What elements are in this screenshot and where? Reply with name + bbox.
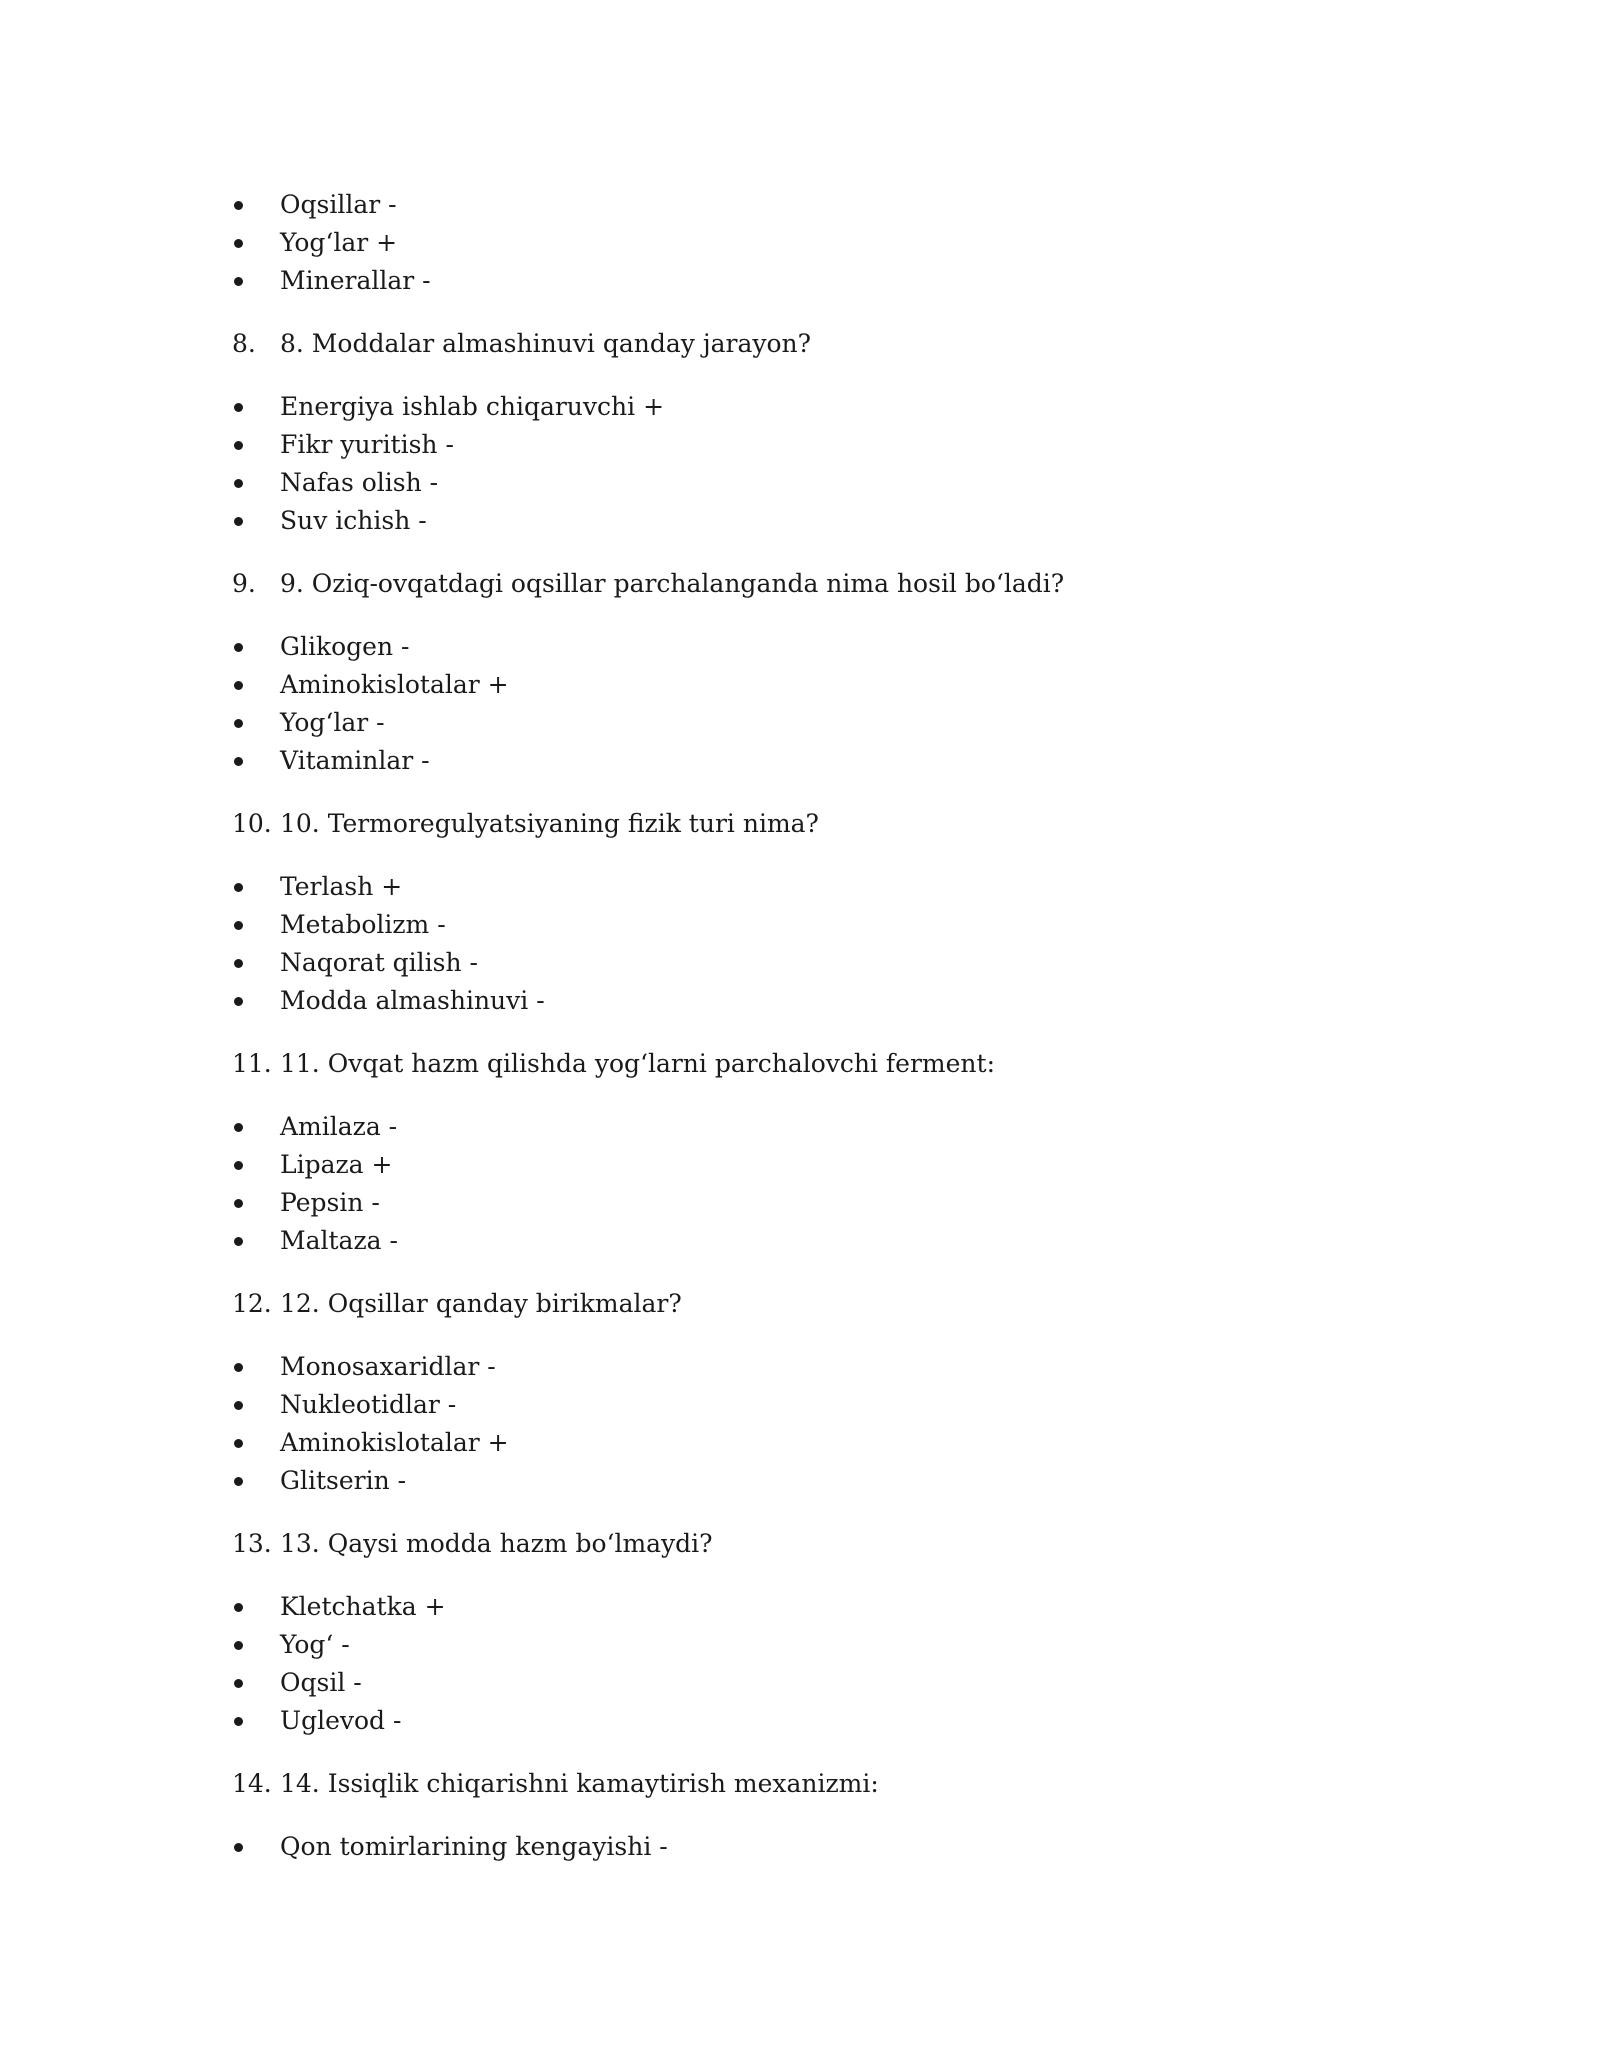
question-number: 12.: [232, 1289, 272, 1318]
option-list: [232, 628, 1432, 780]
option-item: [232, 1386, 1432, 1424]
bullet-icon: [234, 1161, 243, 1170]
option-item: [232, 1664, 1432, 1702]
option-item: [232, 1146, 1432, 1184]
bullet-icon: [234, 1123, 243, 1132]
bullet-icon: [234, 403, 243, 412]
option-list: [232, 1588, 1432, 1740]
option-item: [232, 628, 1432, 666]
option-list: [232, 388, 1432, 540]
option-item: [232, 262, 1432, 300]
option-text: Minerallar -: [280, 266, 431, 295]
question-number: 9.: [232, 569, 256, 598]
option-text: Energiya ishlab chiqaruvchi +: [280, 392, 665, 421]
option-text: Metabolizm -: [280, 910, 446, 939]
option-item: [232, 1108, 1432, 1146]
option-text: Nukleotidlar -: [280, 1390, 457, 1419]
quiz-content: [232, 186, 1432, 1866]
option-text: Terlash +: [280, 872, 403, 901]
option-text: Glikogen -: [280, 632, 410, 661]
question-11: [232, 1045, 1432, 1083]
option-text: Aminokislotalar +: [280, 670, 509, 699]
option-text: Nafas olish -: [280, 468, 439, 497]
bullet-icon: [234, 643, 243, 652]
option-text: Yog‘lar -: [280, 708, 385, 737]
question-number: 8.: [232, 329, 256, 358]
bullet-icon: [234, 1237, 243, 1246]
bullet-icon: [234, 517, 243, 526]
question-text: 10. Termoregulyatsiyaning fizik turi nima?: [280, 809, 819, 838]
bullet-icon: [234, 1641, 243, 1650]
option-text: Maltaza -: [280, 1226, 398, 1255]
option-item: [232, 1626, 1432, 1664]
option-item: [232, 1424, 1432, 1462]
question-text: 9. Oziq-ovqatdagi oqsillar parchalanganda nima hosil bo‘ladi?: [280, 569, 1065, 598]
option-item: [232, 944, 1432, 982]
bullet-icon: [234, 681, 243, 690]
question-10: [232, 805, 1432, 843]
option-item: [232, 502, 1432, 540]
option-list: [232, 1108, 1432, 1260]
question-text: 14. Issiqlik chiqarishni kamaytirish mexanizmi:: [280, 1769, 879, 1798]
question-14: [232, 1765, 1432, 1803]
question-text: 8. Moddalar almashinuvi qanday jarayon?: [280, 329, 812, 358]
bullet-icon: [234, 1843, 243, 1852]
option-text: Monosaxaridlar -: [280, 1352, 496, 1381]
bullet-icon: [234, 719, 243, 728]
question-number: 10.: [232, 809, 272, 838]
bullet-icon: [234, 757, 243, 766]
bullet-icon: [234, 1477, 243, 1486]
option-item: [232, 1348, 1432, 1386]
bullet-icon: [234, 921, 243, 930]
option-text: Lipaza +: [280, 1150, 393, 1179]
bullet-icon: [234, 1439, 243, 1448]
option-text: Naqorat qilish -: [280, 948, 478, 977]
option-item: [232, 742, 1432, 780]
bullet-icon: [234, 201, 243, 210]
bullet-icon: [234, 883, 243, 892]
option-item: [232, 388, 1432, 426]
option-item: [232, 1222, 1432, 1260]
option-text: Uglevod -: [280, 1706, 402, 1735]
question-number: 11.: [232, 1049, 272, 1078]
bullet-icon: [234, 997, 243, 1006]
question-13: [232, 1525, 1432, 1563]
option-text: Modda almashinuvi -: [280, 986, 545, 1015]
option-item: [232, 186, 1432, 224]
option-item: [232, 704, 1432, 742]
option-text: Yog‘ -: [280, 1630, 350, 1659]
option-item: [232, 666, 1432, 704]
option-item: [232, 224, 1432, 262]
option-text: Kletchatka +: [280, 1592, 446, 1621]
option-text: Oqsil -: [280, 1668, 362, 1697]
option-text: Yog‘lar +: [280, 228, 398, 257]
bullet-icon: [234, 441, 243, 450]
question-8: [232, 325, 1432, 363]
bullet-icon: [234, 277, 243, 286]
question-text: 13. Qaysi modda hazm bo‘lmaydi?: [280, 1529, 713, 1558]
option-text: Suv ichish -: [280, 506, 427, 535]
option-text: Amilaza -: [280, 1112, 398, 1141]
bullet-icon: [234, 479, 243, 488]
option-item: [232, 1184, 1432, 1222]
question-12: [232, 1285, 1432, 1323]
option-item: [232, 906, 1432, 944]
option-text: Pepsin -: [280, 1188, 380, 1217]
option-text: Qon tomirlarining kengayishi -: [280, 1832, 668, 1861]
option-item: [232, 1702, 1432, 1740]
option-list: [232, 1348, 1432, 1500]
bullet-icon: [234, 1603, 243, 1612]
bullet-icon: [234, 239, 243, 248]
option-item: [232, 868, 1432, 906]
option-item: [232, 426, 1432, 464]
bullet-icon: [234, 959, 243, 968]
option-text: Vitaminlar -: [280, 746, 430, 775]
question-number: 13.: [232, 1529, 272, 1558]
option-text: Oqsillar -: [280, 190, 397, 219]
bullet-icon: [234, 1363, 243, 1372]
option-item: [232, 1462, 1432, 1500]
question-text: 11. Ovqat hazm qilishda yog‘larni parchalovchi ferment:: [280, 1049, 996, 1078]
option-text: Fikr yuritish -: [280, 430, 454, 459]
option-item: [232, 1588, 1432, 1626]
bullet-icon: [234, 1401, 243, 1410]
option-item: [232, 464, 1432, 502]
option-text: Aminokislotalar +: [280, 1428, 509, 1457]
option-list: [232, 868, 1432, 1020]
bullet-icon: [234, 1717, 243, 1726]
option-list: [232, 1828, 1432, 1866]
question-number: 14.: [232, 1769, 272, 1798]
option-item: [232, 982, 1432, 1020]
option-text: Glitserin -: [280, 1466, 407, 1495]
bullet-icon: [234, 1199, 243, 1208]
question-9: [232, 565, 1432, 603]
option-list: [232, 186, 1432, 300]
question-text: 12. Oqsillar qanday birikmalar?: [280, 1289, 682, 1318]
bullet-icon: [234, 1679, 243, 1688]
option-item: [232, 1828, 1432, 1866]
